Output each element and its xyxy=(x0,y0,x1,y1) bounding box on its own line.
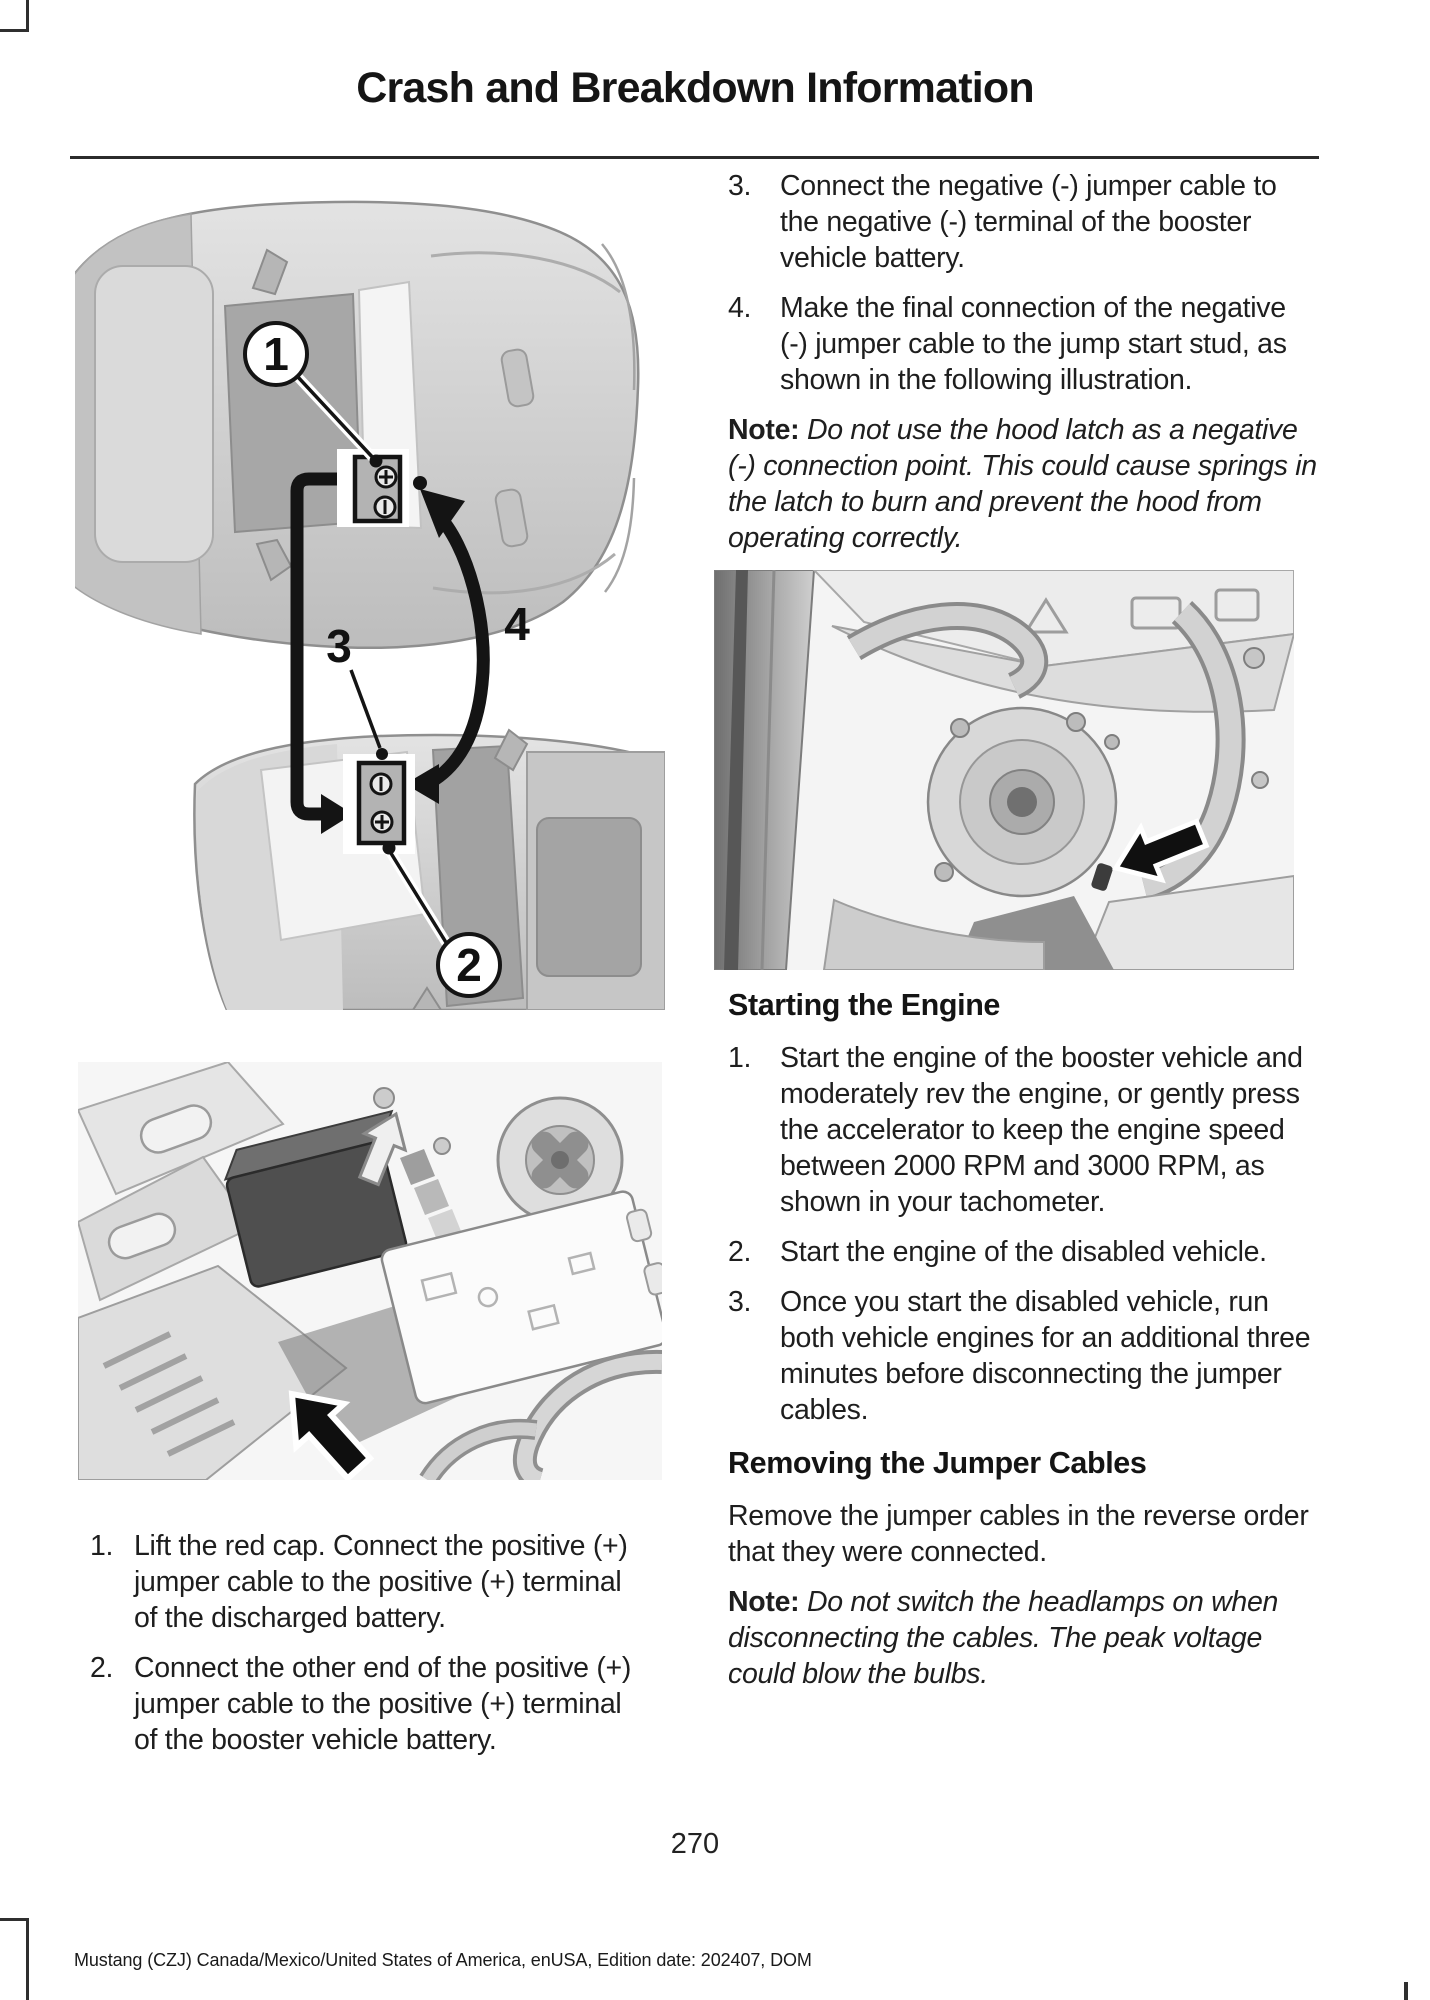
list-item-number: 3. xyxy=(728,170,752,202)
list-item xyxy=(728,168,1320,276)
list-item-number: 1. xyxy=(728,1042,752,1074)
right-column xyxy=(728,168,1320,1706)
section-heading-removing-the-jumper-cables: Removing the Jumper Cables xyxy=(728,1446,1147,1480)
jump-start-stud-illustration xyxy=(714,570,1294,970)
removing-paragraph: Remove the jumper cables in the reverse order that they were connected. xyxy=(728,1500,1309,1568)
hood-latch-note xyxy=(728,412,1320,556)
list-item xyxy=(90,1528,652,1636)
callout-1-label: 1 xyxy=(263,328,289,380)
disabled-battery xyxy=(343,754,415,854)
sunroof xyxy=(537,818,641,976)
edition-footer: Mustang (CZJ) Canada/Mexico/United States of America, enUSA, Edition date: 202407, DOM xyxy=(74,1950,812,1970)
crop-mark-bottom-left-vertical xyxy=(26,1918,29,2000)
list-item-text: Once you start the disabled vehicle, run both vehicle engines for an additional three minutes before disconnecting the jumper cables. xyxy=(780,1286,1311,1426)
crop-mark-top-left-vertical xyxy=(26,0,29,31)
note-label: Note: xyxy=(728,1586,807,1618)
crop-mark-bottom-left-horizontal xyxy=(0,1918,29,1921)
list-item xyxy=(728,290,1320,398)
headlamps-note xyxy=(728,1584,1320,1692)
crop-mark-top-left-horizontal xyxy=(0,29,29,32)
list-item-text: Start the engine of the disabled vehicle. xyxy=(780,1236,1267,1268)
jumper-cable-connection-diagram xyxy=(75,192,665,1010)
booster-car-top-view xyxy=(75,202,638,648)
battery-red-cap-illustration xyxy=(78,1062,662,1480)
list-item xyxy=(728,1284,1320,1428)
list-item-number: 3. xyxy=(728,1286,752,1318)
jump-start-stud-dot xyxy=(413,476,427,490)
callout-2-label: 2 xyxy=(456,939,482,991)
callout-4 xyxy=(504,598,530,650)
jump-start-stud-drawing xyxy=(714,570,1294,970)
list-item-text: Connect the other end of the positive (+) jumper cable to the positive (+) terminal of the booster vehicle battery. xyxy=(134,1652,632,1756)
crop-mark-bottom-right-vertical xyxy=(1404,1982,1408,2000)
list-item xyxy=(90,1650,652,1758)
callout-3-label: 3 xyxy=(326,620,352,672)
note-text: Do not switch the headlamps on when disconnecting the cables. The peak voltage could blow the bulbs. xyxy=(728,1586,1279,1690)
list-item-number: 2. xyxy=(90,1652,114,1684)
positive-connection-steps xyxy=(90,1528,652,1772)
list-item-text: Connect the negative (-) jumper cable to the negative (-) terminal of the booster vehicle battery. xyxy=(780,170,1277,274)
callout-4-label: 4 xyxy=(504,598,530,650)
list-item-text: Lift the red cap. Connect the positive (+) jumper cable to the positive (+) terminal of the discharged battery. xyxy=(134,1530,628,1634)
note-label: Note: xyxy=(728,414,807,446)
list-item-number: 1. xyxy=(90,1530,114,1562)
page-number: 270 xyxy=(670,1828,720,1860)
page-title: Crash and Breakdown Information xyxy=(356,64,1034,112)
list-item-number: 2. xyxy=(728,1236,752,1268)
note-text: Do not use the hood latch as a negative (-) connection point. This could cause springs in the latch to burn and prevent the hood from operating correctly. xyxy=(728,414,1317,554)
list-item-text: Make the final connection of the negative (-) jumper cable to the jump start stud, as shown in the following illustration. xyxy=(780,292,1287,396)
list-item xyxy=(728,1040,1320,1220)
section-heading-starting-the-engine: Starting the Engine xyxy=(728,988,1000,1022)
list-item-number: 4. xyxy=(728,292,752,324)
list-item-text: Start the engine of the booster vehicle and moderately rev the engine, or gently press the accelerator to keep the engine speed between 2000 RPM and 3000 RPM, as shown in your tachometer. xyxy=(780,1042,1303,1218)
title-rule xyxy=(70,156,1319,159)
list-item xyxy=(728,1234,1320,1270)
